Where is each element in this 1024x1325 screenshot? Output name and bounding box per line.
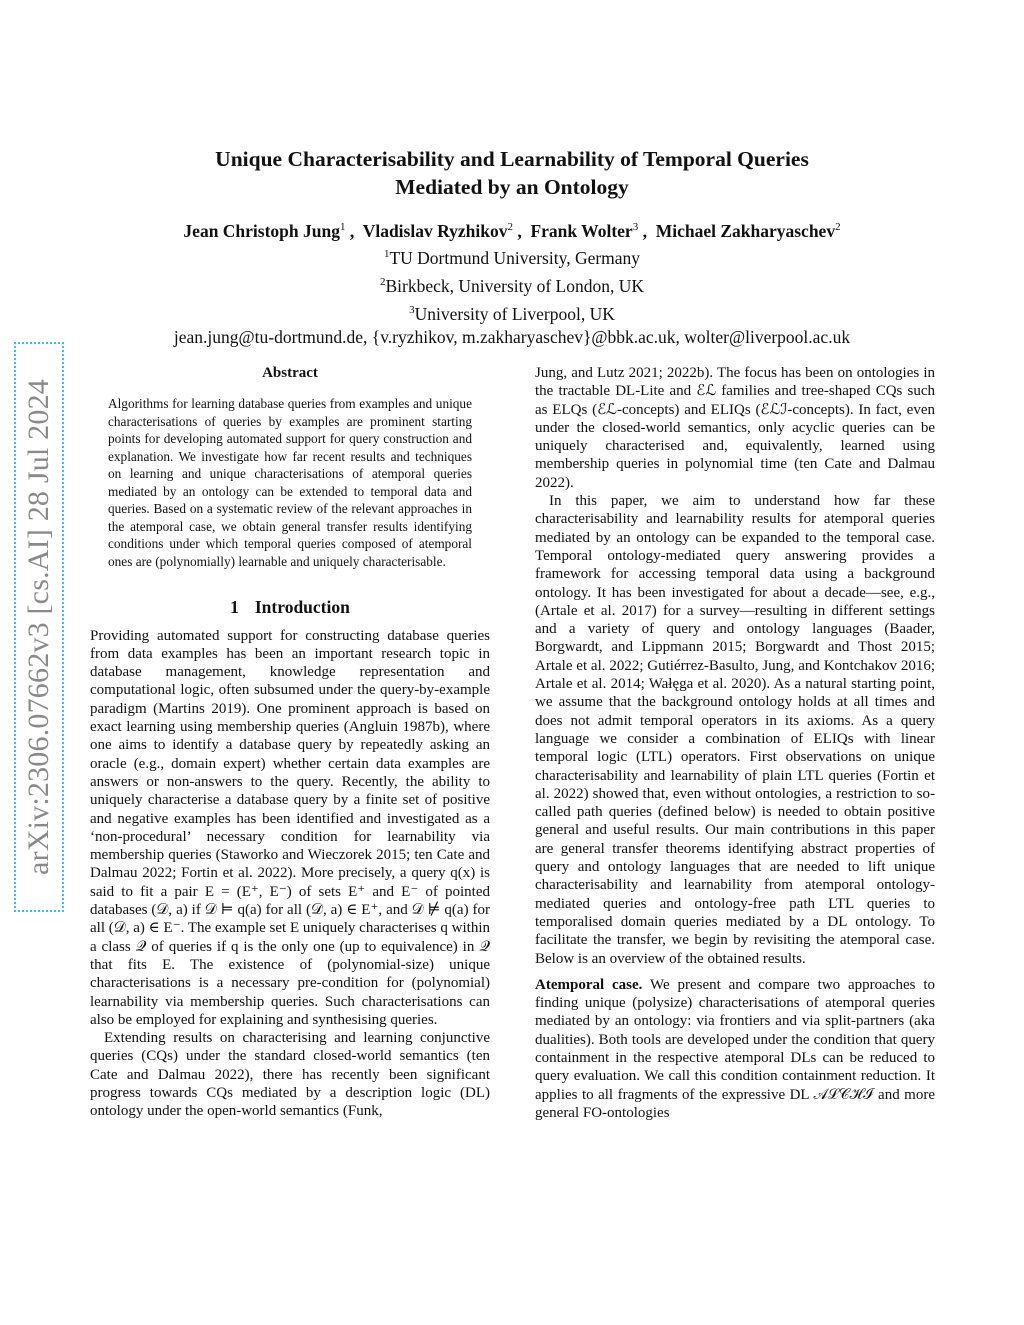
paper-header <box>0 145 1024 349</box>
runin-heading: Atemporal case. <box>535 976 643 993</box>
affiliation <box>0 242 1024 270</box>
abstract-heading: Abstract <box>262 365 318 381</box>
affil-mark: 3 <box>409 303 415 316</box>
section-number: 1 <box>230 597 239 618</box>
left-column <box>90 364 490 1121</box>
section-title: Introduction <box>254 597 350 618</box>
section-heading <box>90 598 490 616</box>
arxiv-sidebar <box>14 342 64 912</box>
body-paragraph: Providing automated support for constructing database queries from data examples has been an important research topic in database management, knowledge representation and computational logic, often subsumed under the query-by-example paradigm (Martins 2019). One prominent approach is based on exact learning using membership queries (Angluin 1987b), where one aims to identify a database query by repeatedly asking an oracle (e.g., domain expert) whether certain data examples are answers or non-answers to the query. Recently, the ability to uniquely characterise a database query by a finite set of positive and negative examples has been identified and investigated as a ‘non-procedural’ necessary condition for learnability via membership queries (Staworko and Wieczorek 2015; ten Cate and Dalmau 2022; Fortin et al. 2022). More precisely, a query q(x) is said to fit a pair E = (E⁺, E⁻) of sets E⁺ and E⁻ of pointed databases (𝒟, a) if 𝒟 ⊨ q(a) for all (𝒟, a) ∈ E⁺, and 𝒟 ⊭ q(a) for all (𝒟, a) ∈ E⁻. The example set E uniquely characterises q within a class 𝒬 of queries if q is the only one (up to equivalence) in 𝒬 that fits E. The existence of (polynomial-size) unique characterisations is a necessary pre-condition for (polynomial) learnability via membership queries. Such characterisations can also be employed for explaining and synthesising queries. <box>90 627 490 1028</box>
paper-title <box>0 145 1024 201</box>
author-name: Vladislav Ryzhikov <box>362 221 508 241</box>
affil-mark: 1 <box>383 248 390 260</box>
body-paragraph: In this paper, we aim to understand how far these characterisability and learnability results for atemporal queries mediated by an ontology can be expanded to the temporal case. Temporal ontology-mediated query answering provides a framework for accessing temporal data using a background ontology. It has been investigated for about a decade—see, e.g., (Artale et al. 2017) for a survey—resulting in different settings and a variety of query and ontology languages (Baader, Borgwardt, and Lippmann 2015; Borgwardt and Thost 2015; Artale et al. 2022; Gutiérrez-Basulto, Jung, and Kontchakov 2016; Artale et al. 2014; Wałęga et al. 2020). As a natural starting point, we assume that the background ontology holds at all times and does not admit temporal operators in its axioms. As a query language we consider a combination of ELIQs with linear temporal logic (LTL) operators. First observations on unique characterisability and learnability of plain LTL queries (Fortin et al. 2022) showed that, even without ontologies, a restriction to so-called path queries (defined below) is needed to obtain positive general and useful results. Our main contributions in this paper are general transfer theorems identifying abstract properties of query and ontology languages that are needed to lift unique characterisability and learnability from atemporal ontology-mediated queries and ontology-free path LTL queries to temporalised domain queries mediated by a DL ontology. To facilitate the transfer, we begin by revisiting the atemporal case. Below is an overview of the obtained results. <box>535 493 935 967</box>
author-name: Jean Christoph Jung <box>183 221 340 241</box>
affiliation <box>0 298 1024 326</box>
author-affil-mark: 2 <box>835 221 841 234</box>
affiliation-text: University of Liverpool, UK <box>414 303 615 324</box>
author-list: Jean Christoph Jung$^1$ , Vladislav Ryzhikov$^2$ , Frank Wolter$^3$ , Michael Zakharyaschev$^2$ <box>183 221 841 241</box>
affiliation-text: Birkbeck, University of London, UK <box>385 275 645 296</box>
author-affil-mark: 2 <box>507 221 513 234</box>
affiliation-text: TU Dortmund University, Germany <box>389 247 641 268</box>
affiliation <box>0 270 1024 298</box>
right-column <box>535 364 935 1122</box>
atemporal-paragraph <box>535 976 935 1122</box>
title-line-2: Mediated by an Ontology <box>395 175 629 199</box>
author-affil-mark: 1 <box>340 221 346 234</box>
body-paragraph: Extending results on characterising and learning conjunctive queries (CQs) under the standard closed-world semantics (ten Cate and Dalmau 2022), there has recently been significant progress towards CQs mediated by a description logic (DL) ontology under the open-world semantics (Funk, <box>90 1030 490 1120</box>
author-name: Michael Zakharyaschev <box>655 221 836 241</box>
author-affil-mark: 3 <box>632 221 639 234</box>
arxiv-identifier: arXiv:2306.07662v3 [cs.AI] 28 Jul 2024 <box>22 379 55 875</box>
affil-mark: 2 <box>379 275 386 288</box>
title-line-1: Unique Characterisability and Learnability of Temporal Queries <box>215 147 809 171</box>
abstract-text: Algorithms for learning database queries from examples and unique characterisations of queries by examples are prominent starting points for developing automated support for query construction and explanation. We investigate how far recent results and techniques on learning and unique characterisations of atemporal queries mediated by an ontology can be extended to temporal data and queries. Based on a systematic review of the relevant approaches in the atemporal case, we obtain general transfer results identifying conditions under which temporal queries composed of atemporal ones are (polynomially) learnable and uniquely characterisable. <box>108 396 472 569</box>
body-paragraph: Jung, and Lutz 2021; 2022b). The focus has been on ontologies in the tractable DL-Lite and ℰℒ families and tree-shaped CQs such as ELQs (ℰℒ-concepts) and ELIQs (ℰℒℐ-concepts). In fact, even under the closed-world semantics, only acyclic queries can be uniquely characterised and, equivalently, learned using membership queries in polynomial time (ten Cate and Dalmau 2022). <box>535 365 935 491</box>
author-name: Frank Wolter <box>530 221 633 241</box>
atemporal-text: We present and compare two approaches to finding unique (polysize) characterisations of atemporal queries mediated by an ontology: via frontiers and via split-partners (aka dualities). Both tools are developed under the condition that query containment in the respective atemporal DLs can be reduced to query evaluation. We call this condition containment reduction. It applies to all fragments of the expressive DL 𝒜ℒ𝒞ℋℐ and more general FO-ontologies <box>535 976 935 1121</box>
author-emails: jean.jung@tu-dortmund.de, {v.ryzhikov, m.zakharyaschev}@bbk.ac.uk, wolter@liverpool.ac.uk <box>173 327 851 348</box>
